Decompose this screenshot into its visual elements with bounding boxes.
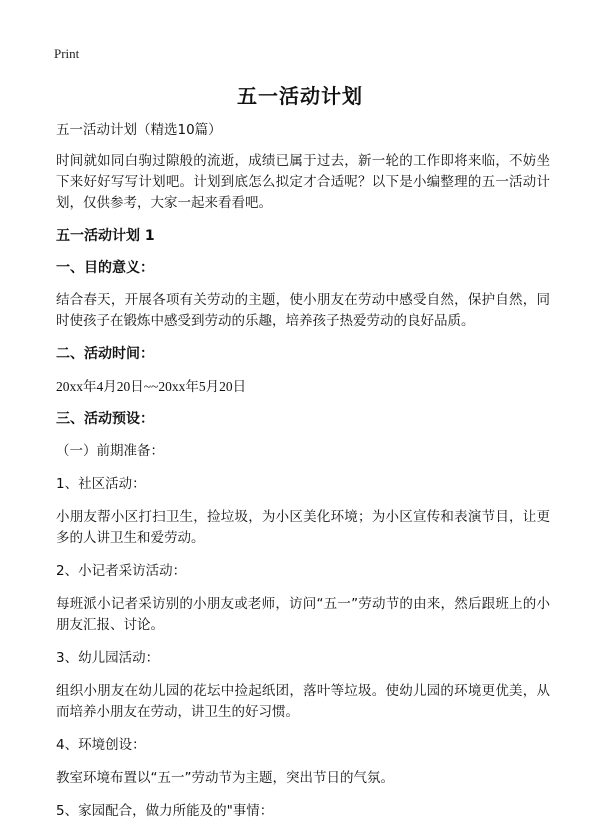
item-label-reporter: 2、小记者采访活动： <box>56 563 187 579</box>
item-text-community: 小朋友帮小区打扫卫生，捡垃圾，为小区美化环境；为小区宣传和表演节目，让更多的人讲卫生和爱劳动。 <box>56 509 550 546</box>
time-paragraph: 20xx年4月20日~~20xx年5月20日 <box>56 379 247 394</box>
document-subtitle: 五一活动计划（精选10篇） <box>56 122 222 138</box>
item-text-reporter: 每班派小记者采访别的小朋友或老师，访问“五一”劳动节的由来，然后跟班上的小朋友汇报、讨论。 <box>56 596 550 633</box>
item-label-community: 1、社区活动： <box>56 476 146 492</box>
intro-paragraph: 时间就如同白驹过隙般的流逝，成绩已属于过去，新一轮的工作即将来临，不妨坐下来好好写写计划吧。计划到底怎么拟定才合适呢？以下是小编整理的五一活动计划，仅供参考，大家一起来看看吧。 <box>56 153 550 211</box>
item-text-kindergarten: 组织小朋友在幼儿园的花坛中捡起纸团，落叶等垃圾。使幼儿园的环境更优美，从而培养小朋友在劳动，讲卫生的好习惯。 <box>56 683 550 720</box>
plan-heading: 五一活动计划 1 <box>56 228 155 244</box>
print-link[interactable]: Print <box>54 46 80 61</box>
item-label-home: 5、家园配合，做力所能及的"事情： <box>56 803 274 819</box>
prep-label: （一）前期准备： <box>56 443 164 459</box>
section-heading-time: 二、活动时间： <box>56 346 154 362</box>
purpose-paragraph: 结合春天，开展各项有关劳动的主题，使小朋友在劳动中感受自然，保护自然，同时使孩子在锻炼中感受到劳动的乐趣，培养孩子热爱劳动的良好品质。 <box>56 292 550 329</box>
section-heading-plan: 三、活动预设： <box>56 411 154 427</box>
page-title: 五一活动计划 <box>237 84 363 108</box>
section-heading-purpose: 一、目的意义： <box>56 260 154 276</box>
document-body <box>56 120 550 834</box>
item-label-environment: 4、环境创设： <box>56 737 146 753</box>
item-label-kindergarten: 3、幼儿园活动： <box>56 650 160 666</box>
item-text-environment: 教室环境布置以“五一”劳动节为主题，突出节日的气氛。 <box>56 770 394 786</box>
